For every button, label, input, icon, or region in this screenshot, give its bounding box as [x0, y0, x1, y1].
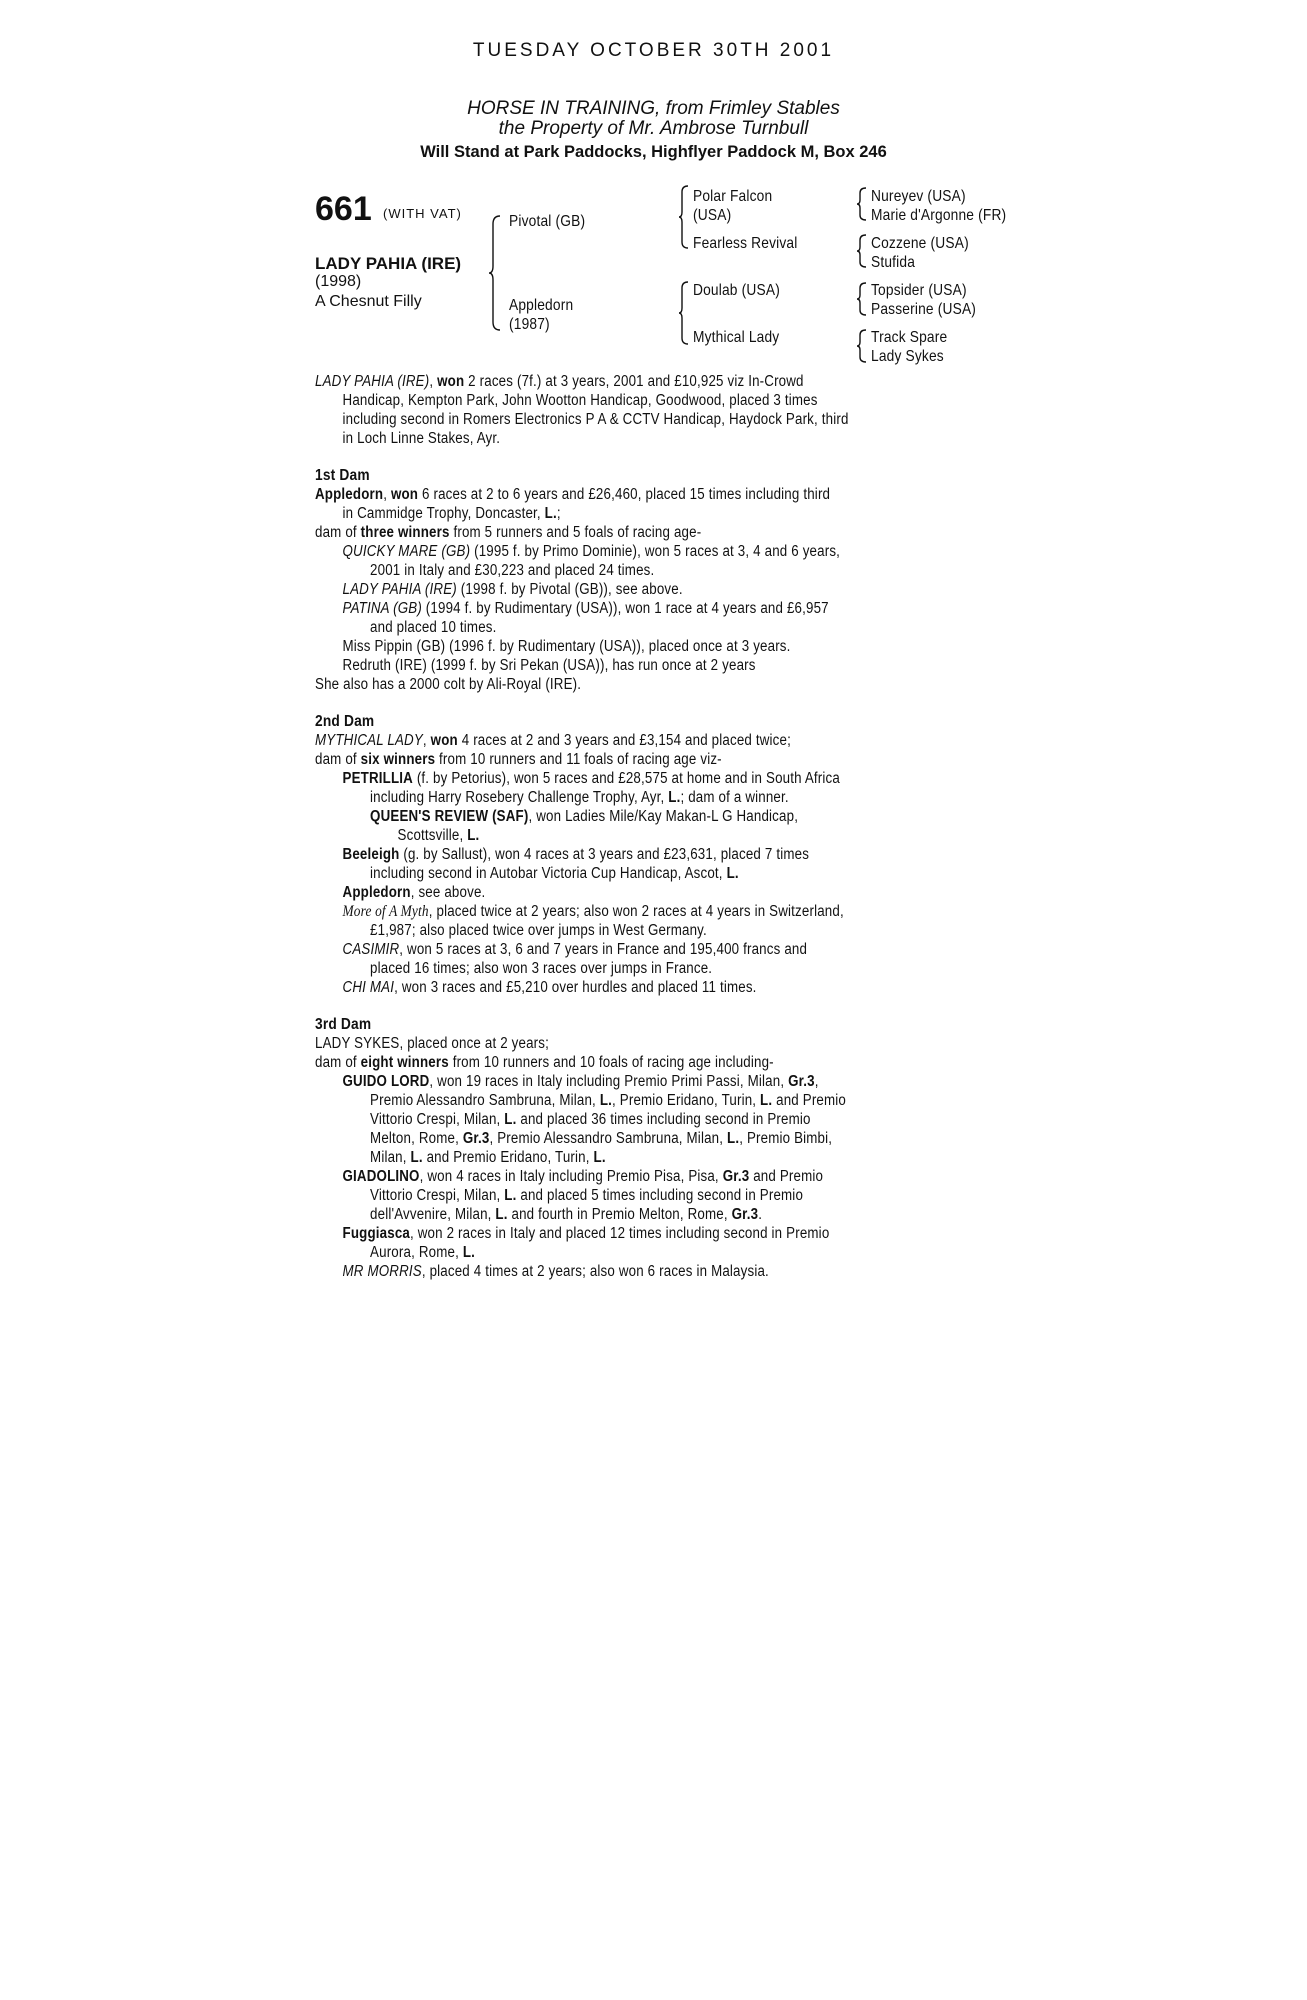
progeny-text: including second in Autobar Victoria Cup Handicap, Ascot, — [370, 865, 727, 882]
progeny-text: Aurora, Rome, — [370, 1244, 463, 1261]
intro-horse-name: LADY PAHIA (IRE) — [315, 373, 430, 390]
progeny-line — [315, 807, 994, 826]
group-mark: Gr.3 — [462, 1130, 490, 1147]
progeny-line — [315, 1091, 994, 1110]
progeny-line — [315, 1167, 994, 1186]
progeny-name: PATINA (GB) — [342, 600, 422, 617]
listed-mark: L. — [727, 1130, 740, 1147]
dam3-text: dam of — [315, 1054, 361, 1071]
progeny-line — [315, 845, 994, 864]
progeny-text: Melton, Rome, — [370, 1130, 463, 1147]
pedigree-ds: Doulab (USA) — [693, 282, 780, 299]
progeny-line — [315, 1129, 994, 1148]
pedigree-dss: Topsider (USA) — [871, 282, 967, 299]
dam3-text: from 10 runners and 10 foals of racing age including- — [448, 1054, 774, 1071]
pedigree-dds: Track Spare — [871, 329, 948, 346]
progeny-line — [315, 1110, 994, 1129]
pedigree-brace-sd — [856, 233, 868, 269]
pedigree-sire: Pivotal (GB) — [509, 213, 586, 230]
second-dam-heading: 2nd Dam — [315, 713, 375, 730]
progeny-line — [315, 978, 994, 997]
lot-number: 661 — [315, 190, 372, 228]
progeny-line — [315, 864, 994, 883]
group-mark: Gr.3 — [731, 1206, 759, 1223]
progeny-name: Fuggiasca — [342, 1225, 411, 1242]
dam1-line: Appledorn, won 6 races at 2 to 6 years and £26,460, placed 15 times including third — [315, 486, 831, 503]
pedigree-brace-sire — [678, 184, 690, 250]
header-line-2: the Property of Mr. Ambrose Turnbull — [498, 118, 809, 139]
pedigree-sss: Nureyev (USA) — [871, 188, 966, 205]
progeny-text: ; dam of a winner. — [680, 789, 789, 806]
pedigree-ss: Polar Falcon — [693, 188, 773, 205]
progeny-text: , placed twice at 2 years; also won 2 races at 4 years in Switzerland, — [428, 903, 844, 920]
listed-mark: L. — [462, 1244, 476, 1261]
progeny-text: Vittorio Crespi, Milan, — [370, 1187, 505, 1204]
progeny-name: GUIDO LORD — [342, 1073, 430, 1090]
dam2-winners: six winners — [360, 751, 436, 768]
dam1-line — [315, 523, 994, 542]
progeny-line — [315, 826, 994, 845]
progeny-line — [315, 940, 994, 959]
dam2-text: dam of — [315, 751, 361, 768]
progeny-text: and placed 36 times including second in Premio — [516, 1111, 811, 1128]
pedigree-ss-suffix: (USA) — [693, 207, 732, 224]
pedigree-dam: Appledorn — [509, 297, 574, 314]
progeny-text: Scottsville, — [397, 827, 468, 844]
progeny-text: , Premio Bimbi, — [739, 1130, 833, 1147]
progeny-line — [315, 599, 994, 618]
pedigree-brace-dd — [856, 328, 868, 364]
listed-mark: L. — [760, 1092, 773, 1109]
listed-mark: L. — [668, 789, 681, 806]
dam1-text: 6 races at 2 to 6 years and £26,460, placed 15 times including third — [418, 486, 831, 503]
horse-name: LADY PAHIA (IRE) — [315, 254, 462, 273]
progeny-text: , won 2 races in Italy and placed 12 times including second in Premio — [410, 1225, 830, 1242]
pedigree-dam-year: (1987) — [509, 316, 550, 333]
group-mark: Gr.3 — [722, 1168, 750, 1185]
progeny-text: , won 3 races and £5,210 over hurdles and placed 11 times. — [394, 979, 757, 996]
progeny-name: MR MORRIS — [342, 1263, 422, 1280]
progeny-line — [315, 883, 994, 902]
progeny-text: , won 19 races in Italy including Premio Primi Passi, Milan, — [429, 1073, 789, 1090]
dam2-won: won — [430, 732, 458, 749]
progeny-text: , placed 4 times at 2 years; also won 6 races in Malaysia. — [421, 1263, 769, 1280]
progeny-name: PETRILLIA — [342, 770, 413, 787]
listed-mark: L. — [593, 1149, 606, 1166]
dam1-line: She also has a 2000 colt by Ali-Royal (IRE). — [315, 676, 582, 693]
dam1-text: from 5 runners and 5 foals of racing age- — [449, 524, 702, 541]
dam2-name: MYTHICAL LADY — [315, 732, 423, 749]
dam1-text: in Cammidge Trophy, Doncaster, — [342, 505, 545, 522]
intro-line: LADY PAHIA (IRE), won 2 races (7f.) at 3 years, 2001 and £10,925 viz In-Crowd — [315, 373, 804, 390]
progeny-text: including Harry Rosebery Challenge Trophy, Ayr, — [370, 789, 669, 806]
progeny-text: and Premio — [772, 1092, 847, 1109]
progeny-line: 2001 in Italy and £30,223 and placed 24 times. — [370, 562, 655, 579]
dam3-winners: eight winners — [360, 1054, 449, 1071]
vat-note: (WITH VAT) — [383, 206, 462, 221]
progeny-text: (1998 f. by Pivotal (GB)), see above. — [456, 581, 683, 598]
progeny-text: and Premio Eridano, Turin, — [422, 1149, 594, 1166]
progeny-text: dell'Avvenire, Milan, — [370, 1206, 496, 1223]
dam3-line — [315, 1053, 994, 1072]
dam2-line — [315, 750, 994, 769]
progeny-line: Redruth (IRE) (1999 f. by Sri Pekan (USA)), has run once at 2 years — [342, 657, 756, 674]
progeny-name: CHI MAI — [342, 979, 395, 996]
third-dam-heading: 3rd Dam — [315, 1016, 372, 1033]
progeny-line: and placed 10 times. — [370, 619, 497, 636]
progeny-line — [315, 1148, 994, 1167]
group-mark: Gr.3 — [788, 1073, 815, 1090]
header-line-1: HORSE IN TRAINING, from Frimley Stables — [467, 98, 840, 119]
listed-mark: L. — [726, 865, 739, 882]
header-line-3: Will Stand at Park Paddocks, Highflyer Paddock M, Box 246 — [420, 143, 887, 161]
progeny-text: and Premio — [749, 1168, 824, 1185]
progeny-line: placed 16 times; also won 3 races over jumps in France. — [370, 960, 713, 977]
progeny-line — [315, 1262, 994, 1281]
progeny-line — [315, 1072, 994, 1091]
progeny-line — [315, 769, 994, 788]
dam1-winners: three winners — [360, 524, 450, 541]
progeny-line — [315, 580, 994, 599]
pedigree-sds: Cozzene (USA) — [871, 235, 969, 252]
pedigree-dsd: Passerine (USA) — [871, 301, 977, 318]
progeny-text: (1994 f. by Rudimentary (USA)), won 1 race at 4 years and £6,957 — [421, 600, 829, 617]
progeny-text: and fourth in Premio Melton, Rome, — [507, 1206, 732, 1223]
pedigree-ddd: Lady Sykes — [871, 348, 944, 365]
progeny-text: Milan, — [370, 1149, 411, 1166]
progeny-line — [315, 542, 994, 561]
intro-line: Handicap, Kempton Park, John Wootton Handicap, Goodwood, placed 3 times — [342, 392, 818, 409]
progeny-line — [315, 1243, 994, 1262]
pedigree-brace-dam — [678, 280, 690, 346]
horse-description: A Chesnut Filly — [315, 293, 422, 310]
dam3-line: LADY SYKES, placed once at 2 years; — [315, 1035, 550, 1052]
progeny-text: (f. by Petorius), won 5 races and £28,575 at home and in South Africa — [412, 770, 840, 787]
intro-text: 2 races (7f.) at 3 years, 2001 and £10,925 viz In-Crowd — [464, 373, 804, 390]
progeny-text: (g. by Sallust), won 4 races at 3 years and £23,631, placed 7 times — [399, 846, 810, 863]
progeny-line — [315, 902, 994, 921]
progeny-line — [315, 1224, 994, 1243]
intro-line: in Loch Linne Stakes, Ayr. — [342, 430, 501, 447]
pedigree-sdd: Stufida — [871, 254, 916, 271]
progeny-line — [315, 788, 994, 807]
pedigree-brace-ss — [856, 186, 868, 222]
dam2-line: MYTHICAL LADY, won 4 races at 2 and 3 years and £3,154 and placed twice; — [315, 732, 791, 749]
dam1-name: Appledorn — [315, 486, 384, 503]
progeny-line — [315, 1205, 994, 1224]
catalogue-body — [315, 372, 994, 1281]
progeny-text: (1995 f. by Primo Dominie), won 5 races at 3, 4 and 6 years, — [470, 543, 841, 560]
progeny-name: Beeleigh — [342, 846, 400, 863]
progeny-name: LADY PAHIA (IRE) — [342, 581, 457, 598]
dam1-text: ; — [556, 505, 561, 522]
dam2-text: 4 races at 2 and 3 years and £3,154 and placed twice; — [457, 732, 791, 749]
progeny-text: , Premio Eridano, Turin, — [612, 1092, 761, 1109]
pedigree-dd: Mythical Lady — [693, 329, 780, 346]
progeny-text: and placed 5 times including second in Premio — [516, 1187, 804, 1204]
pedigree-brace-main — [488, 214, 502, 332]
progeny-name: Appledorn — [342, 884, 411, 901]
progeny-name: More of A Myth — [342, 903, 429, 920]
progeny-name: QUEEN'S REVIEW (SAF) — [370, 808, 529, 825]
listed-mark: L. — [504, 1111, 517, 1128]
pedigree-brace-ds — [856, 281, 868, 317]
listed-mark: L. — [504, 1187, 517, 1204]
progeny-name: GIADOLINO — [342, 1168, 420, 1185]
dam2-text: from 10 runners and 11 foals of racing age viz- — [435, 751, 722, 768]
progeny-text: , — [814, 1073, 819, 1090]
listed-mark: L. — [495, 1206, 508, 1223]
listed-mark: L. — [410, 1149, 423, 1166]
progeny-text: , won Ladies Mile/Kay Makan-L G Handicap, — [528, 808, 799, 825]
progeny-name: CASIMIR — [342, 941, 400, 958]
intro-line: including second in Romers Electronics P A & CCTV Handicap, Haydock Park, third — [342, 411, 849, 428]
first-dam-heading: 1st Dam — [315, 467, 370, 484]
progeny-text: Vittorio Crespi, Milan, — [370, 1111, 505, 1128]
progeny-text: Premio Alessandro Sambruna, Milan, — [370, 1092, 600, 1109]
progeny-text: , see above. — [410, 884, 486, 901]
progeny-text: , won 4 races in Italy including Premio Pisa, Pisa, — [419, 1168, 723, 1185]
listed-mark: L. — [467, 827, 480, 844]
pedigree-sd: Fearless Revival — [693, 235, 798, 252]
progeny-text: , won 5 races at 3, 6 and 7 years in France and 195,400 francs and — [399, 941, 808, 958]
listed-mark: L. — [544, 505, 557, 522]
listed-mark: L. — [599, 1092, 613, 1109]
dam1-won: won — [390, 486, 419, 503]
intro-won: won — [437, 373, 465, 390]
progeny-name: QUICKY MARE (GB) — [342, 543, 471, 560]
progeny-line: Miss Pippin (GB) (1996 f. by Rudimentary (USA)), placed once at 3 years. — [342, 638, 791, 655]
pedigree-ssd: Marie d'Argonne (FR) — [871, 207, 1007, 224]
progeny-text: . — [758, 1206, 763, 1223]
horse-year: (1998) — [315, 273, 362, 290]
dam1-text: dam of — [315, 524, 361, 541]
sale-date: TUESDAY OCTOBER 30TH 2001 — [472, 40, 835, 61]
progeny-text: , Premio Alessandro Sambruna, Milan, — [489, 1130, 728, 1147]
dam1-line — [315, 504, 994, 523]
progeny-line — [315, 1186, 994, 1205]
progeny-line: £1,987; also placed twice over jumps in West Germany. — [370, 922, 707, 939]
